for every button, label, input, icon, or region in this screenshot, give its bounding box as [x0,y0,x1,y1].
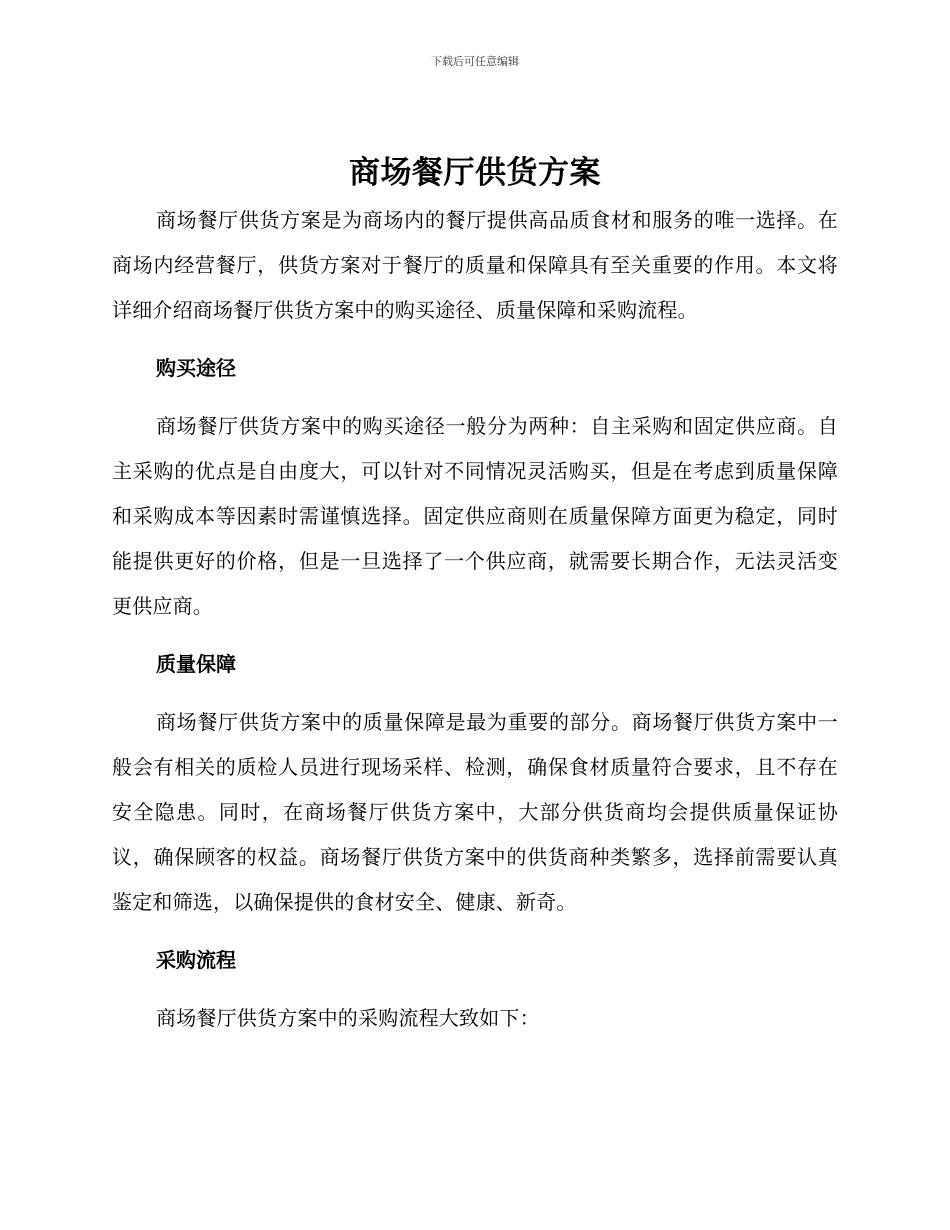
section-heading-procurement-process: 采购流程 [156,948,236,972]
section-paragraph-procurement-process: 商场餐厅供货方案中的采购流程大致如下： [156,1006,540,1030]
document-body [112,148,838,1041]
section-paragraph-purchase-channels: 商场餐厅供货方案中的购买途径一般分为两种：自主采购和固定供应商。自主采购的优点是自由度大，可以针对不同情况灵活购买，但是在考虑到质量保障和采购成本等因素时需谨慎选择。固定供应商则在质量保障方面更为稳定，同时能提供更好的价格，但是一旦选择了一个供应商，就需要长期合作，无法灵活变更供应商。 [112,414,838,618]
intro-paragraph: 商场餐厅供货方案是为商场内的餐厅提供高品质食材和服务的唯一选择。在商场内经营餐厅，供货方案对于餐厅的质量和保障具有至关重要的作用。本文将详细介绍商场餐厅供货方案中的购买途径、质量保障和采购流程。 [112,208,838,322]
section-heading-purchase-channels: 购买途径 [156,356,236,380]
section-heading-quality-assurance: 质量保障 [156,652,236,676]
header-note: 下载后可任意编辑 [431,55,519,68]
section-paragraph-quality-assurance: 商场餐厅供货方案中的质量保障是最为重要的部分。商场餐厅供货方案中一般会有相关的质检人员进行现场采样、检测，确保食材质量符合要求，且不存在安全隐患。同时，在商场餐厅供货方案中，大部分供货商均会提供质量保证协议，确保顾客的权益。商场餐厅供货方案中的供货商种类繁多，选择前需要认真鉴定和筛选，以确保提供的食材安全、健康、新奇。 [112,710,838,914]
document-title: 商场餐厅供货方案 [349,155,601,191]
